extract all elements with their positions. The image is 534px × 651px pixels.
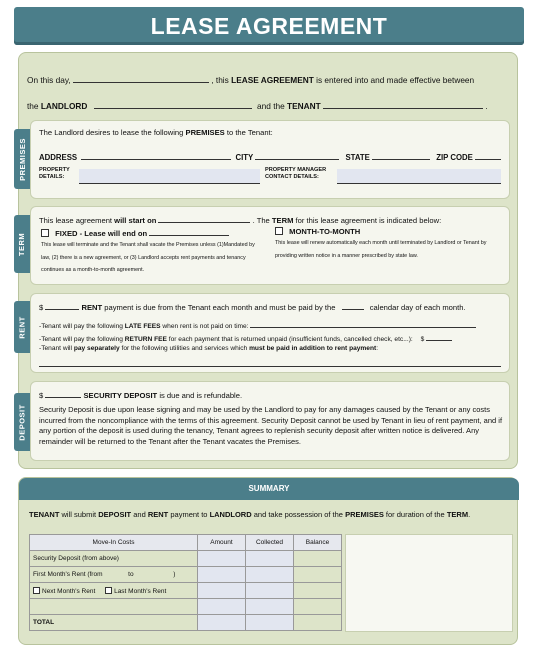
table-row: First Month's Rent (from to )	[30, 567, 342, 583]
date-field[interactable]	[73, 74, 209, 83]
rent-amount-field[interactable]	[45, 301, 79, 310]
header-amount: Amount	[198, 535, 246, 551]
term-tab: TERM	[14, 215, 30, 273]
extra-balance-cell[interactable]	[294, 599, 342, 615]
total-balance-cell[interactable]	[294, 615, 342, 631]
landlord-name-field[interactable]	[94, 100, 252, 109]
last-month-checkbox[interactable]	[105, 587, 112, 594]
premises-section: The Landlord desires to lease the following PREMISES to the Tenant: ADDRESS CITY STATE ZIP CODE PROPERTY DETAILS: PROPERTY MANAGER CONTACT DETAILS:	[30, 120, 510, 199]
zip-field[interactable]	[475, 151, 501, 160]
agreement-body	[18, 52, 518, 469]
rent-tab: RENT	[14, 301, 30, 353]
deposit-section: $ SECURITY DEPOSIT is due and is refundable. Security Deposit is due upon lease signing and may be used by the Landlord to pay for any damages caused by the Tenant or any costs incurred from the noncompliance with the terms of this agreement. Security Deposit cannot be used by Tenant in lieu of rent payment, and if any portion of the deposit is used during the tenancy, Tenant agrees to replenish security deposit after written notice is delivered. Any remainder will be returned to the Tenant after the Tenant vacates the Premises.	[30, 381, 510, 461]
table-row: TOTAL	[30, 615, 342, 631]
month-to-month-description: This lease will renew automatically each month until terminated by Landlord or Tenant by providing written notice in a manner prescribed by state law.	[275, 240, 487, 259]
state-field[interactable]	[372, 151, 430, 160]
security-collected-cell[interactable]	[246, 551, 294, 567]
rent-due-day-field[interactable]	[342, 301, 364, 310]
extra-amount-cell[interactable]	[198, 599, 246, 615]
table-row: Next Month's Rent Last Month's Rent	[30, 583, 342, 599]
security-amount-cell[interactable]	[198, 551, 246, 567]
total-amount-cell[interactable]	[198, 615, 246, 631]
rent-section: $ RENT payment is due from the Tenant each month and must be paid by the calendar day of each month. -Tenant will pay the following LATE FEES when rent is not paid on time: -Tenant will pay the following RETURN FEE for each payment that is returned unpaid (insufficient funds, cancelled check, etc...): $ -Tenant will pay separately for the following utilities and services which must be paid in addition to rent payment:	[30, 293, 510, 373]
header-move-in-costs: Move-In Costs	[30, 535, 198, 551]
security-balance-cell[interactable]	[294, 551, 342, 567]
late-fees-field[interactable]	[250, 319, 476, 328]
summary-notes-box	[345, 534, 513, 632]
fixed-checkbox[interactable]	[41, 229, 49, 237]
next-last-balance-cell[interactable]	[294, 583, 342, 599]
deposit-amount-field[interactable]	[45, 389, 81, 398]
address-field[interactable]	[81, 151, 231, 160]
next-last-collected-cell[interactable]	[246, 583, 294, 599]
first-month-amount-cell[interactable]	[198, 567, 246, 583]
city-field[interactable]	[255, 151, 339, 160]
header-collected: Collected	[246, 535, 294, 551]
summary-heading: SUMMARY	[19, 478, 519, 500]
first-month-collected-cell[interactable]	[246, 567, 294, 583]
property-details-label: PROPERTY DETAILS:	[39, 167, 70, 180]
next-month-checkbox[interactable]	[33, 587, 40, 594]
start-date-field[interactable]	[158, 214, 250, 223]
table-row	[30, 599, 342, 615]
term-section: This lease agreement will start on . The TERM for this lease agreement is indicated below: FIXED - Lease will end on This lease will terminate and the Tenant shall vacate the Premises unless (1)Mandated by law, (2) there is a new agreement, or (3) Landlord accepts rent payments and tenancy continues as a month-to-month agreement. MONTH-TO-MONTH This lease will renew automatically each month until terminated by Landlord or Tenant by providing written notice in a manner prescribed by state law.	[30, 206, 510, 285]
intro-section: On this day, , this LEASE AGREEMENT is entered into and made effective between the LANDLORD and the TENANT .	[27, 75, 488, 111]
utilities-field[interactable]	[39, 358, 501, 367]
end-date-field[interactable]	[149, 227, 229, 236]
tenant-name-field[interactable]	[323, 100, 483, 109]
summary-section: SUMMARY TENANT will submit DEPOSIT and RENT payment to LANDLORD and take possession of the PREMISES for duration of the TERM. Move-In Costs Amount Collected Balance Security Deposit (from above) First Month's Rent (from to ) Next Month's Rent Last Month's Rent TOTAL	[18, 477, 518, 645]
deposit-terms-text: Security Deposit is due upon lease signing and may be used by the Landlord to pay for any damages caused by the Tenant or any costs incurred from the noncompliance with the terms of this agreement. Security Deposit cannot be used by Tenant in lieu of rent payment, and if any portion of the deposit is used during the tenancy, Tenant agrees to replenish security deposit after written notice is delivered. Any remainder will be returned to the Tenant after the Tenant vacates the Premises.	[39, 405, 503, 446]
premises-tab: PREMISES	[14, 129, 30, 189]
table-row: Security Deposit (from above)	[30, 551, 342, 567]
page-title: LEASE AGREEMENT	[14, 7, 524, 45]
manager-contact-label: PROPERTY MANAGER CONTACT DETAILS:	[265, 167, 327, 180]
extra-collected-cell[interactable]	[246, 599, 294, 615]
move-in-costs-table	[29, 534, 342, 631]
first-month-balance-cell[interactable]	[294, 567, 342, 583]
return-fee-field[interactable]	[426, 332, 452, 341]
fixed-description: This lease will terminate and the Tenant shall vacate the Premises unless (1)Mandated by law, (2) there is a new agreement, or (3) Landlord accepts rent payments and tenancy continues as a month-to-month agreement.	[41, 242, 255, 273]
month-to-month-checkbox[interactable]	[275, 227, 283, 235]
manager-contact-field[interactable]	[337, 169, 501, 184]
total-collected-cell[interactable]	[246, 615, 294, 631]
property-details-field[interactable]	[79, 169, 260, 184]
deposit-tab: DEPOSIT	[14, 393, 30, 451]
header-balance: Balance	[294, 535, 342, 551]
next-last-amount-cell[interactable]	[198, 583, 246, 599]
